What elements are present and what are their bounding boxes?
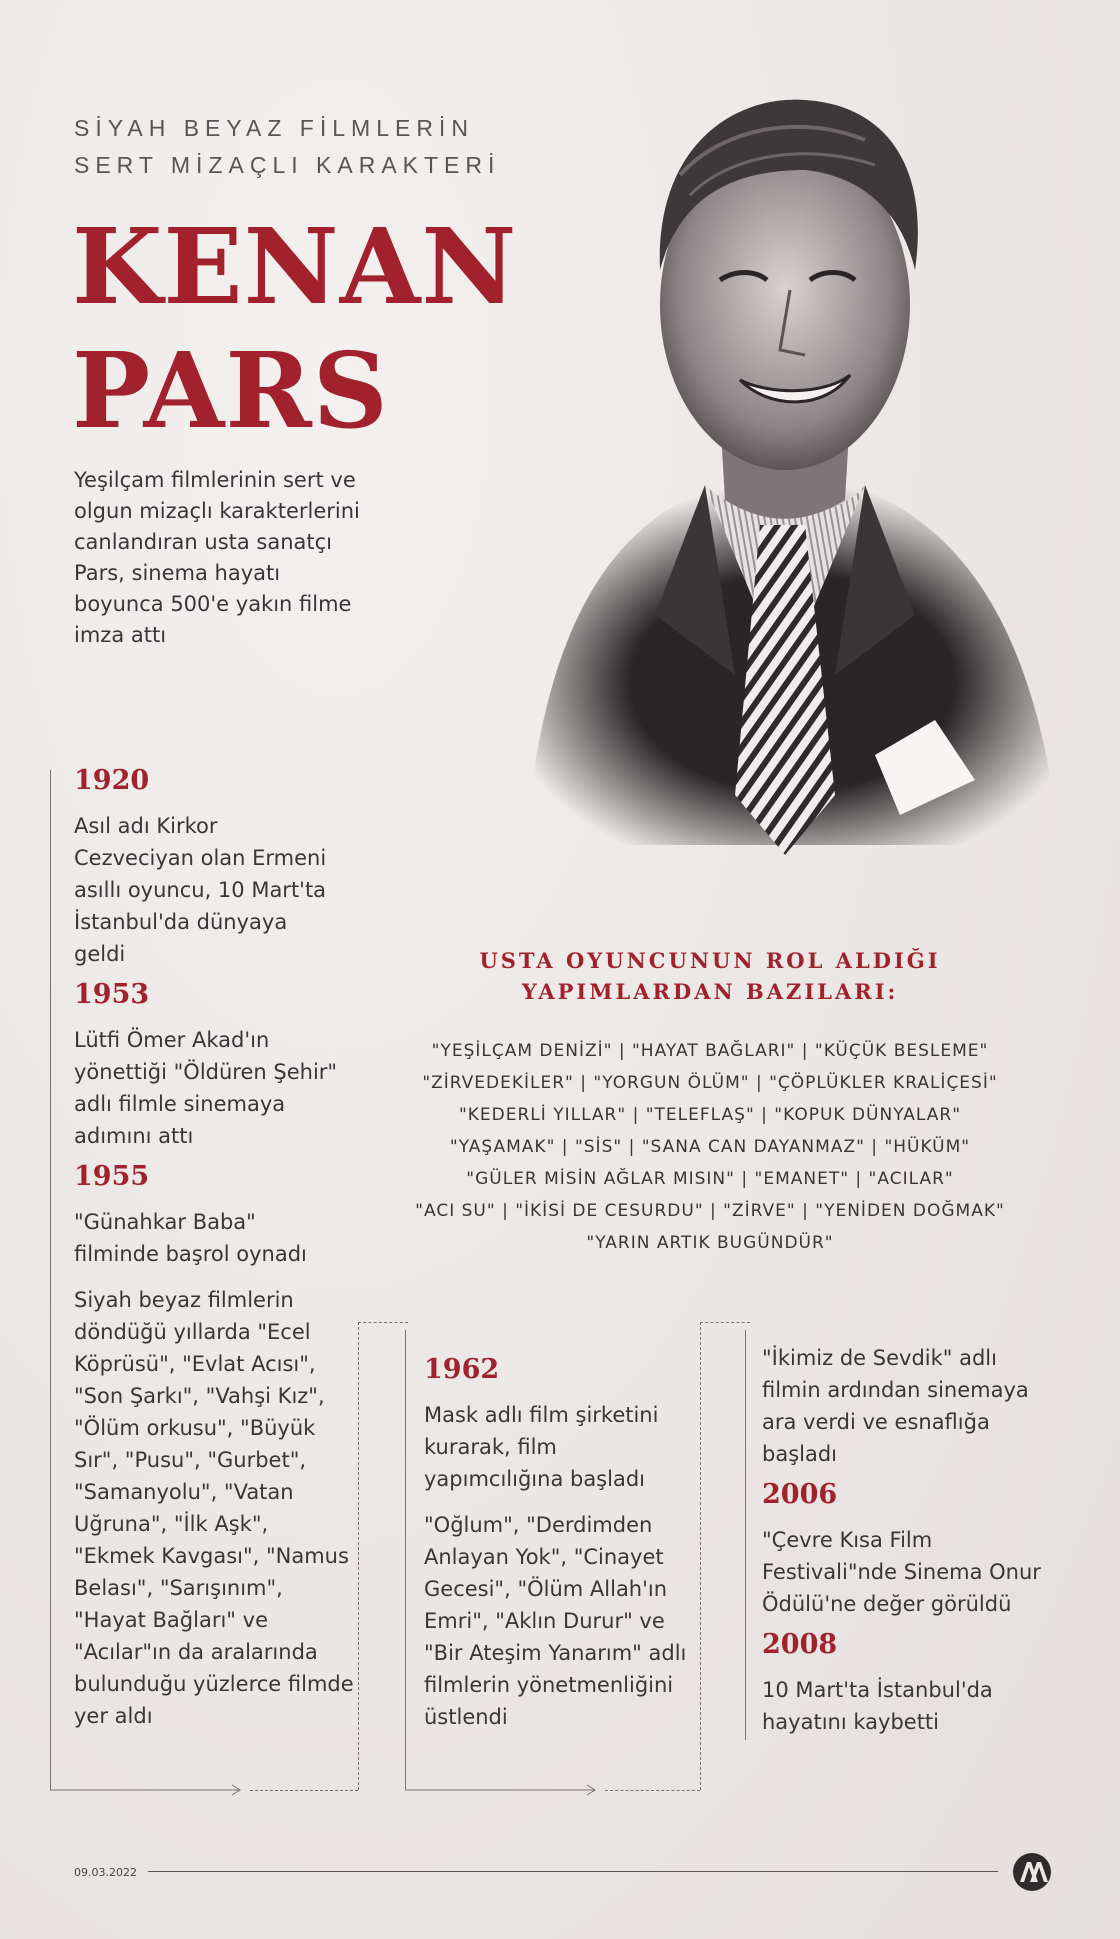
event-1920: Asıl adı Kirkor Cezveciyan olan Ermeni asıllı oyuncu, 10 Mart'ta İstanbul'da dünyaya geldi xyxy=(74,814,327,966)
year-1920: 1920 xyxy=(74,765,150,796)
films-line: "ZİRVEDEKİLER" | "YORGUN ÖLÜM" | "ÇÖPLÜKLER KRALİÇESİ" xyxy=(422,1073,998,1093)
kicker-line-1: SİYAH BEYAZ FİLMLERİN xyxy=(74,115,474,141)
aa-logo-icon xyxy=(1012,1852,1052,1892)
event-1962-a: Mask adlı film şirketini kurarak, film yapımcılığına başladı xyxy=(424,1403,659,1491)
connector-col2-col3 xyxy=(700,1322,750,1323)
films-line: "ACI SU" | "İKİSİ DE CESURDU" | "ZİRVE" | "YENİDEN DOĞMAK" xyxy=(415,1201,1005,1221)
event-1962-b: "Oğlum", "Derdimden Anlayan Yok", "Cinayet Gecesi", "Ölüm Allah'ın Emri", "Aklın Durur" ve "Bir Ateşim Yanarım" adlı filmlerin yönetmenliğini üstlendi xyxy=(424,1513,687,1729)
timeline-arrow-col2 xyxy=(405,1780,605,1800)
films-line: "YEŞİLÇAM DENİZİ" | "HAYAT BAĞLARI" | "KÜÇÜK BESLEME" xyxy=(431,1041,989,1061)
event-pre-2006: "İkimiz de Sevdik" adlı filmin ardından sinemaya ara verdi ve esnaflığa başladı xyxy=(762,1346,1029,1466)
films-heading-line-1: USTA OYUNCUNUN ROL ALDIĞI xyxy=(479,948,941,973)
timeline-line-col2 xyxy=(405,1330,406,1790)
event-2006: "Çevre Kısa Film Festivali"nde Sinema Onur Ödülü'ne değer görüldü xyxy=(762,1528,1041,1616)
films-heading-line-2: YAPIMLARDAN BAZILARI: xyxy=(521,979,899,1004)
footer-divider xyxy=(148,1871,998,1872)
films-line: "GÜLER MİSİN AĞLAR MISIN" | "EMANET" | "ACILAR" xyxy=(466,1169,954,1189)
timeline-col3 xyxy=(762,1342,1062,1738)
timeline-col2 xyxy=(424,1353,704,1733)
films-heading xyxy=(430,945,990,1007)
intro-text: Yeşilçam filmlerinin sert ve olgun mizaçlı karakterlerini canlandıran usta sanatçı Pars, sinema hayatı boyunca 500'e yakın filme imza attı xyxy=(74,468,360,647)
event-1953: Lütfi Ömer Akad'ın yönettiği "Öldüren Şehir" adlı filmle sinemaya adımını attı xyxy=(74,1028,338,1148)
timeline-line-col1 xyxy=(50,770,51,1790)
event-1955-b: Siyah beyaz filmlerin döndüğü yıllarda "Ecel Köprüsü", "Evlat Acısı", "Son Şarkı", "Vahşi Kız", "Ölüm orkusu", "Büyük Sır", "Pusu", "Gurbet", "Samanyolu", "Vatan Uğruna", "İlk Aşk", "Ekmek Kavgası", "Namus Belası", "Sarışınım", "Hayat Bağları" ve "Acılar"ın da aralarında bulunduğu yüzlerce filmde yer aldı xyxy=(74,1288,354,1728)
portrait-image xyxy=(505,55,1065,855)
connector-col1-col2-base xyxy=(250,1790,358,1791)
films-line: "KEDERLİ YILLAR" | "TELEFLAŞ" | "KOPUK DÜNYALAR" xyxy=(458,1105,962,1125)
title-last-name: PARS xyxy=(72,329,389,452)
title-first-name: KENAN xyxy=(72,205,518,328)
footer-date: 09.03.2022 xyxy=(74,1866,137,1879)
timeline-arrow-col1 xyxy=(50,1780,250,1800)
event-2008: 10 Mart'ta İstanbul'da hayatını kaybetti xyxy=(762,1678,993,1734)
kicker xyxy=(74,110,500,184)
connector-col1-col2 xyxy=(358,1322,408,1323)
year-2008: 2008 xyxy=(762,1629,838,1660)
connector-col1-col2-down xyxy=(358,1322,359,1790)
films-list xyxy=(380,1035,1040,1259)
event-1955-a: "Günahkar Baba" filminde başrol oynadı xyxy=(74,1210,307,1266)
year-1953: 1953 xyxy=(74,979,150,1010)
timeline-line-col3 xyxy=(745,1330,746,1740)
films-line: "YAŞAMAK" | "SİS" | "SANA CAN DAYANMAZ" | "HÜKÜM" xyxy=(449,1137,971,1157)
films-line: "YARIN ARTIK BUGÜNDÜR" xyxy=(586,1233,834,1253)
connector-col2-col3-down xyxy=(700,1322,701,1790)
kicker-line-2: SERT MİZAÇLI KARAKTERİ xyxy=(74,152,501,178)
page-title xyxy=(72,205,517,453)
year-2006: 2006 xyxy=(762,1479,838,1510)
timeline-col1 xyxy=(74,764,364,1732)
connector-col2-col3-base xyxy=(605,1790,700,1791)
year-1962: 1962 xyxy=(424,1354,500,1385)
year-1955: 1955 xyxy=(74,1161,150,1192)
